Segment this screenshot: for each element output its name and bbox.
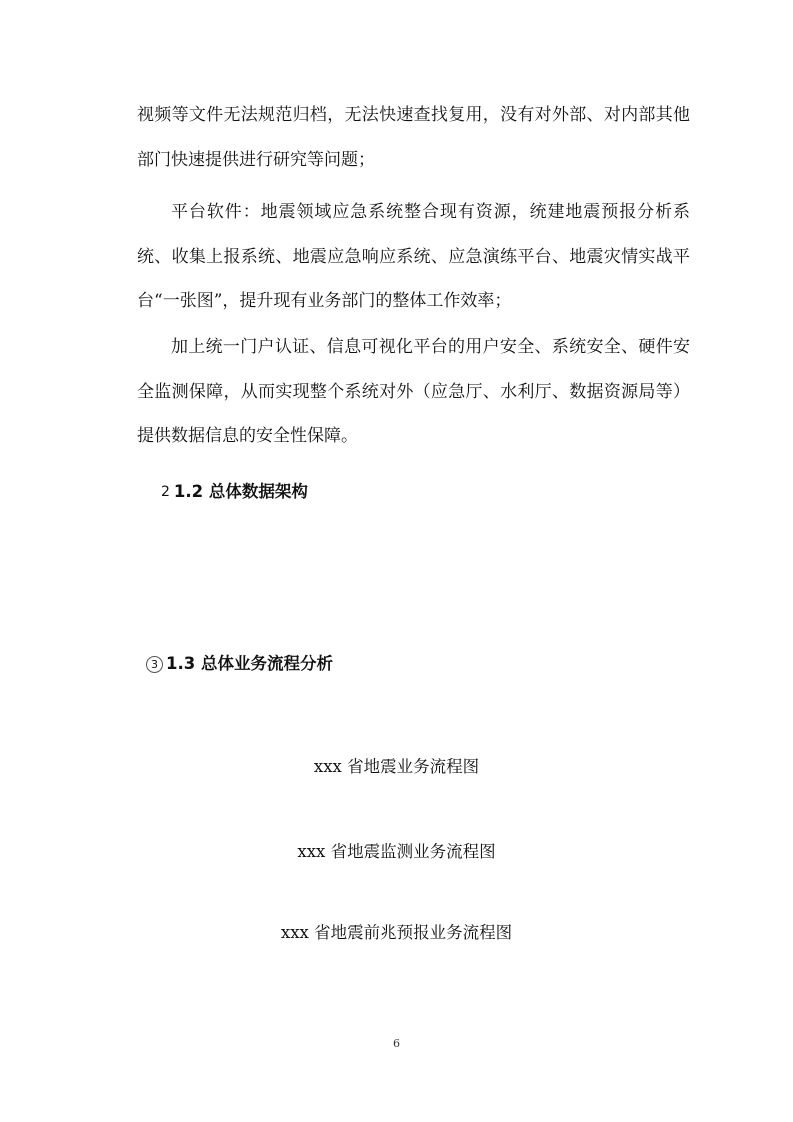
heading-text: 1.2 总体数据架构 (173, 482, 308, 501)
page-number: 6 (393, 1037, 400, 1050)
paragraph-platform-software: 平台软件：地震领域应急系统整合现有资源，统建地震预报分析系统、收集上报系统、地震应急响应系统、应急演练平台、地震灾情实战平台“一张图”，提升现有业务部门的整体工作效率； (137, 202, 690, 311)
paragraph-archive-issues: 视频等文件无法规范归档，无法快速查找复用，没有对外部、对内部其他部门快速提供进行研究等问题； (137, 105, 690, 170)
heading-marker: 2 (161, 484, 170, 500)
heading-text: 1.3 总体业务流程分析 (166, 654, 333, 673)
figure-caption: xxx 省地震前兆预报业务流程图 (280, 923, 513, 942)
paragraph-security: 加上统一门户认证、信息可视化平台的用户安全、系统安全、硬件安全监测保障，从而实现整个系统对外（应急厅、水利厅、数据资源局等）提供数据信息的安全性保障。 (137, 337, 690, 446)
figure-caption: xxx 省地震监测业务流程图 (297, 842, 496, 861)
section-heading-business-process (146, 653, 333, 675)
heading-marker: 3 (146, 656, 163, 673)
figure-caption: xxx 省地震业务流程图 (313, 757, 480, 776)
section-heading-data-architecture (161, 481, 308, 503)
